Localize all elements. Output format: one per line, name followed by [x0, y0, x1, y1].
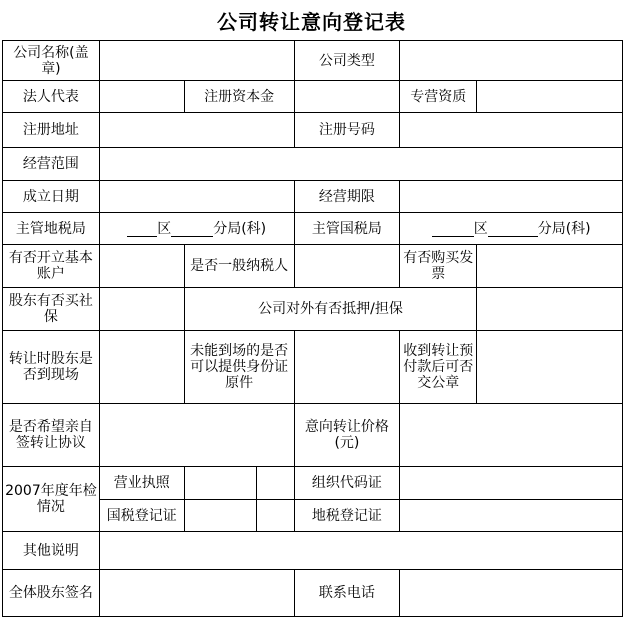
field-business-term[interactable] [400, 181, 623, 213]
label-basic-account: 有否开立基本账户 [3, 245, 100, 288]
label-all-signatures: 全体股东签名 [3, 570, 100, 617]
label-reg-address: 注册地址 [3, 113, 100, 148]
blank-line [432, 222, 474, 237]
row-tax-bureau [3, 213, 623, 245]
label-company-name: 公司名称(盖章) [3, 41, 100, 81]
row-signatures [3, 570, 623, 617]
field-local-tax-cert[interactable] [400, 500, 623, 532]
field-national-tax-cert[interactable] [184, 500, 256, 532]
field-phone[interactable] [400, 570, 623, 617]
row-company-name [3, 41, 623, 81]
label-buy-invoice: 有否购买发票 [400, 245, 477, 288]
field-buy-invoice[interactable] [477, 245, 623, 288]
label-org-code: 组织代码证 [294, 467, 400, 500]
label-seal-after-payment: 收到转让预付款后可否交公章 [400, 331, 477, 404]
label-reg-capital: 注册资本金 [184, 81, 294, 113]
label-price: 意向转让价格(元) [294, 404, 400, 467]
field-seal-after-payment[interactable] [477, 331, 623, 404]
blank-line [127, 222, 157, 237]
field-all-signatures[interactable] [99, 570, 294, 617]
label-local-tax-cert: 地税登记证 [294, 500, 400, 532]
row-business-scope [3, 148, 623, 181]
field-local-tax[interactable] [99, 213, 294, 245]
label-business-term: 经营期限 [294, 181, 400, 213]
row-other-notes [3, 532, 623, 570]
field-legal-rep[interactable] [99, 81, 184, 113]
row-found-date [3, 181, 623, 213]
branch-suffix: 分局(科) [537, 220, 591, 237]
label-general-taxpayer: 是否一般纳税人 [184, 245, 294, 288]
label-mortgage: 公司对外有否抵押/担保 [184, 288, 477, 331]
row-insurance-mortgage [3, 288, 623, 331]
field-company-name[interactable] [99, 41, 294, 81]
field-other-notes[interactable] [99, 532, 622, 570]
district-suffix: 区 [473, 220, 488, 237]
row-shareholder-present [3, 331, 623, 404]
label-self-sign: 是否希望亲自签转让协议 [3, 404, 100, 467]
field-found-date[interactable] [99, 181, 294, 213]
label-special-qual: 专营资质 [400, 81, 477, 113]
transfer-form-table [2, 40, 623, 617]
label-local-tax: 主管地税局 [3, 213, 100, 245]
field-national-tax-cert-extra[interactable] [256, 500, 294, 532]
branch-suffix: 分局(科) [213, 220, 267, 237]
label-national-tax-cert: 国税登记证 [99, 500, 184, 532]
blank-line [171, 222, 213, 237]
field-special-qual[interactable] [477, 81, 623, 113]
row-account-invoice [3, 245, 623, 288]
field-general-taxpayer[interactable] [294, 245, 400, 288]
field-self-sign[interactable] [99, 404, 294, 467]
label-reg-number: 注册号码 [294, 113, 400, 148]
field-reg-capital[interactable] [294, 81, 400, 113]
field-shareholder-present[interactable] [99, 331, 184, 404]
page-title: 公司转让意向登记表 [217, 9, 406, 34]
label-social-insurance: 股东有否买社保 [3, 288, 100, 331]
field-national-tax[interactable] [400, 213, 623, 245]
label-phone: 联系电话 [294, 570, 400, 617]
field-price[interactable] [400, 404, 623, 467]
field-social-insurance[interactable] [99, 288, 184, 331]
field-org-code[interactable] [400, 467, 623, 500]
label-id-original: 未能到场的是否可以提供身份证原件 [184, 331, 294, 404]
field-company-type[interactable] [400, 41, 623, 81]
label-business-license: 营业执照 [99, 467, 184, 500]
label-annual-check: 2007年度年检情况 [3, 467, 100, 532]
field-business-scope[interactable] [99, 148, 622, 181]
district-suffix: 区 [157, 220, 172, 237]
label-company-type: 公司类型 [294, 41, 400, 81]
field-business-license[interactable] [184, 467, 256, 500]
field-reg-address[interactable] [99, 113, 294, 148]
label-other-notes: 其他说明 [3, 532, 100, 570]
label-found-date: 成立日期 [3, 181, 100, 213]
field-reg-number[interactable] [400, 113, 623, 148]
row-reg-address [3, 113, 623, 148]
row-legal-rep [3, 81, 623, 113]
field-basic-account[interactable] [99, 245, 184, 288]
row-annual-check-1 [3, 467, 623, 500]
label-business-scope: 经营范围 [3, 148, 100, 181]
label-shareholder-present: 转让时股东是否到现场 [3, 331, 100, 404]
field-mortgage[interactable] [477, 288, 623, 331]
row-sign-price [3, 404, 623, 467]
field-business-license-extra[interactable] [256, 467, 294, 500]
label-legal-rep: 法人代表 [3, 81, 100, 113]
field-id-original[interactable] [294, 331, 400, 404]
label-national-tax: 主管国税局 [294, 213, 400, 245]
blank-line [488, 222, 538, 237]
